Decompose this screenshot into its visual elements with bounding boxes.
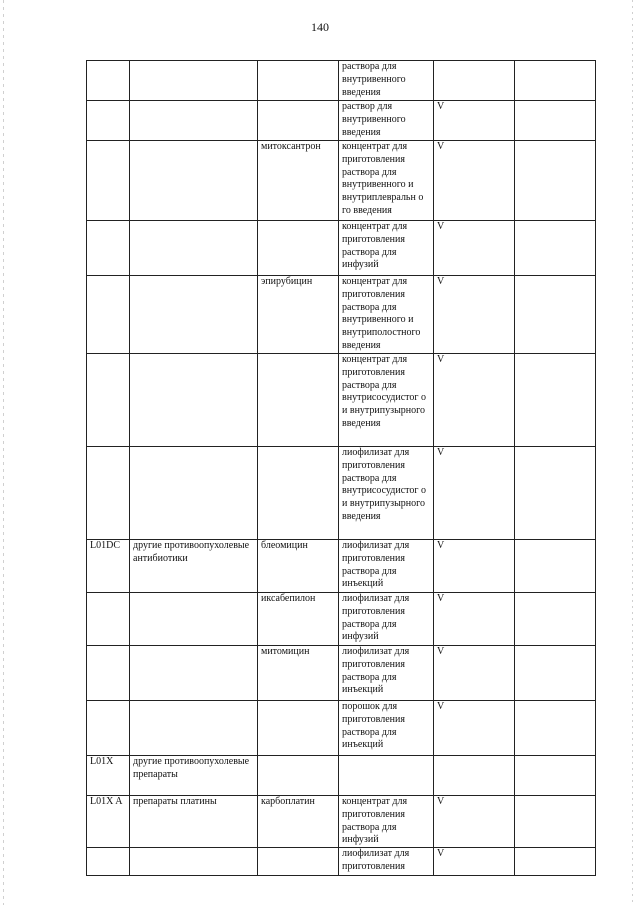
mark-cell: V [434,701,515,756]
group-cell: препараты платины [130,796,258,848]
drug-name-cell [258,756,339,796]
table-row [87,796,596,848]
mark-cell: V [434,447,515,540]
group-cell [130,141,258,221]
empty-cell [515,354,596,447]
group-cell [130,276,258,354]
table-row [87,701,596,756]
empty-cell [515,701,596,756]
drug-name-cell [258,221,339,276]
scan-edge-left [3,0,4,905]
empty-cell [515,447,596,540]
group-cell [130,701,258,756]
table-row [87,276,596,354]
dosage-form-cell: лиофилизат для приготовления раствора для инъекций [339,540,434,593]
dosage-form-cell [339,756,434,796]
table-row [87,593,596,646]
atc-code-cell: L01DC [87,540,130,593]
atc-code-cell [87,101,130,141]
dosage-form-cell: лиофилизат для приготовления раствора для инъекций [339,646,434,701]
empty-cell [515,593,596,646]
atc-code-cell [87,141,130,221]
table-row [87,354,596,447]
empty-cell [515,61,596,101]
group-cell [130,593,258,646]
atc-code-cell: L01X [87,756,130,796]
table-row [87,756,596,796]
group-cell [130,646,258,701]
page-number: 140 [311,20,329,34]
mark-cell: V [434,646,515,701]
group-cell [130,848,258,876]
group-cell [130,61,258,101]
empty-cell [515,101,596,141]
dosage-form-cell: концентрат для приготовления раствора для внутрисосудистог о и внутрипузырного введения [339,354,434,447]
drug-name-cell [258,701,339,756]
empty-cell [515,646,596,701]
mark-cell [434,756,515,796]
group-cell [130,221,258,276]
dosage-form-cell: лиофилизат для приготовления раствора для внутрисосудистог о и внутрипузырного введения [339,447,434,540]
drug-name-cell [258,61,339,101]
dosage-form-cell: раствор для внутривенного введения [339,101,434,141]
empty-cell [515,221,596,276]
atc-code-cell [87,447,130,540]
atc-code-cell [87,276,130,354]
atc-code-cell [87,61,130,101]
group-cell [130,354,258,447]
table-row [87,101,596,141]
atc-code-cell [87,701,130,756]
scan-edge-right [632,0,633,905]
dosage-form-cell: лиофилизат для приготовления раствора для инфузий [339,593,434,646]
table-row [87,141,596,221]
mark-cell: V [434,848,515,876]
drug-name-cell: карбоплатин [258,796,339,848]
drug-name-cell [258,848,339,876]
empty-cell [515,848,596,876]
dosage-form-cell: концентрат для приготовления раствора для инфузий [339,221,434,276]
empty-cell [515,141,596,221]
mark-cell: V [434,276,515,354]
mark-cell: V [434,593,515,646]
group-cell: другие противоопухолевые антибиотики [130,540,258,593]
group-cell: другие противоопухолевые препараты [130,756,258,796]
mark-cell: V [434,221,515,276]
drug-name-cell: эпирубицин [258,276,339,354]
dosage-form-cell: концентрат для приготовления раствора для внутривенного и внутриплевральн о го введения [339,141,434,221]
table-row [87,848,596,876]
mark-cell [434,61,515,101]
drug-name-cell [258,354,339,447]
dosage-form-cell: порошок для приготовления раствора для инъекций [339,701,434,756]
mark-cell: V [434,101,515,141]
table-row [87,221,596,276]
table-row [87,540,596,593]
atc-code-cell [87,354,130,447]
atc-code-cell [87,593,130,646]
mark-cell: V [434,796,515,848]
drug-name-cell [258,101,339,141]
mark-cell: V [434,540,515,593]
atc-code-cell [87,848,130,876]
atc-code-cell: L01X A [87,796,130,848]
drug-name-cell [258,447,339,540]
empty-cell [515,540,596,593]
dosage-form-cell: концентрат для приготовления раствора для инфузий [339,796,434,848]
dosage-form-cell: концентрат для приготовления раствора для внутривенного и внутриполостного введения [339,276,434,354]
dosage-form-cell: лиофилизат для приготовления [339,848,434,876]
drug-table [86,60,596,876]
drug-name-cell: митоксантрон [258,141,339,221]
empty-cell [515,756,596,796]
empty-cell [515,796,596,848]
atc-code-cell [87,646,130,701]
empty-cell [515,276,596,354]
dosage-form-cell: раствора для внутривенного введения [339,61,434,101]
table-row [87,447,596,540]
drug-name-cell: блеомицин [258,540,339,593]
drug-name-cell: иксабепилон [258,593,339,646]
group-cell [130,447,258,540]
group-cell [130,101,258,141]
drug-name-cell: митомицин [258,646,339,701]
mark-cell: V [434,141,515,221]
table-row [87,646,596,701]
atc-code-cell [87,221,130,276]
mark-cell: V [434,354,515,447]
table-row [87,61,596,101]
